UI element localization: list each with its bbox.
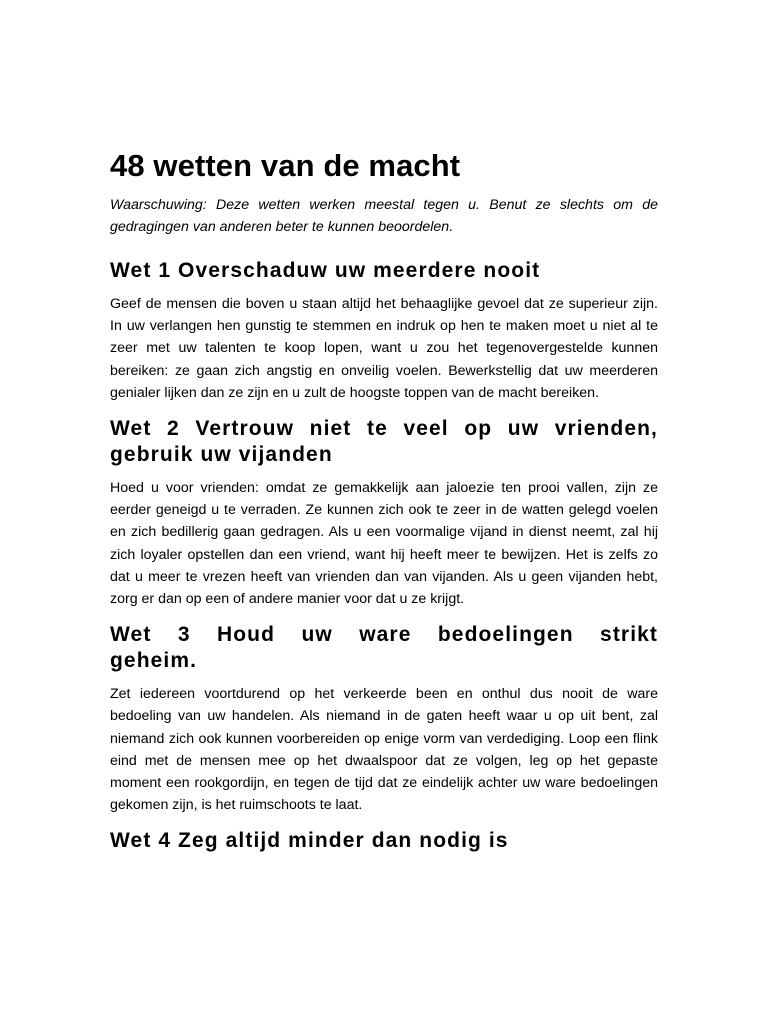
law-section-2 [110,416,658,610]
law-body: Geef de mensen die boven u staan altijd het behaaglijke gevoel dat ze superieur zijn. In uw verlangen hen gunstig te stemmen en indruk op hen te maken moet u niet al te zeer met uw talenten te koop lopen, want u zou het tegenovergestelde kunnen bereiken: ze gaan zich angstig en onveilig voelen. Bewerkstellig dat uw meerderen genialer lijken dan ze zijn en u zult de hoogste toppen van de macht bereiken. [110,296,658,401]
law-title: Wet 1 Overschaduw uw meerdere nooit [110,259,541,282]
law-title: Wet 2 Vertrouw niet te veel op uw vrienden, gebruik uw vijanden [110,417,658,467]
law-title: Wet 3 Houd uw ware bedoelingen strikt geheim. [110,623,658,673]
document-page [110,148,658,863]
law-section-4 [110,828,658,854]
document-title: 48 wetten van de macht [110,148,461,183]
law-section-3 [110,622,658,816]
law-title: Wet 4 Zeg altijd minder dan nodig is [110,829,509,853]
law-section-1 [110,258,658,404]
law-body: Hoed u voor vrienden: omdat ze gemakkelijk aan jaloezie ten prooi vallen, zijn ze eerder geneigd u te verraden. Ze kunnen zich ook te zeer in de watten gelegd voelen en zich bedillerig gaan gedragen. Als u een voormalige vijand in dienst neemt, zal hij zich loyaler opstellen dan een vriend, want hij heeft meer te bewijzen. Het is zelfs zo dat u meer te vrezen heeft van vrienden dan van vijanden. Als u geen vijanden hebt, zorg er dan op een of andere manier voor dat u ze krijgt. [110,480,658,608]
warning-text: Waarschuwing: Deze wetten werken meestal tegen u. Benut ze slechts om de gedragingen van anderen beter te kunnen beoordelen. [110,197,658,235]
law-body: Zet iedereen voortdurend op het verkeerde been en onthul dus nooit de ware bedoeling van uw handelen. Als niemand in de gaten heeft waar u op uit bent, zal niemand zich ook kunnen voorbereiden op enige vorm van verdediging. Loop een flink eind met de mensen mee op het dwaalspoor dat ze volgen, leg op het gepaste moment een rookgordijn, en tegen de tijd dat ze eindelijk achter uw ware bedoelingen gekomen zijn, is het ruimschoots te laat. [110,686,658,814]
